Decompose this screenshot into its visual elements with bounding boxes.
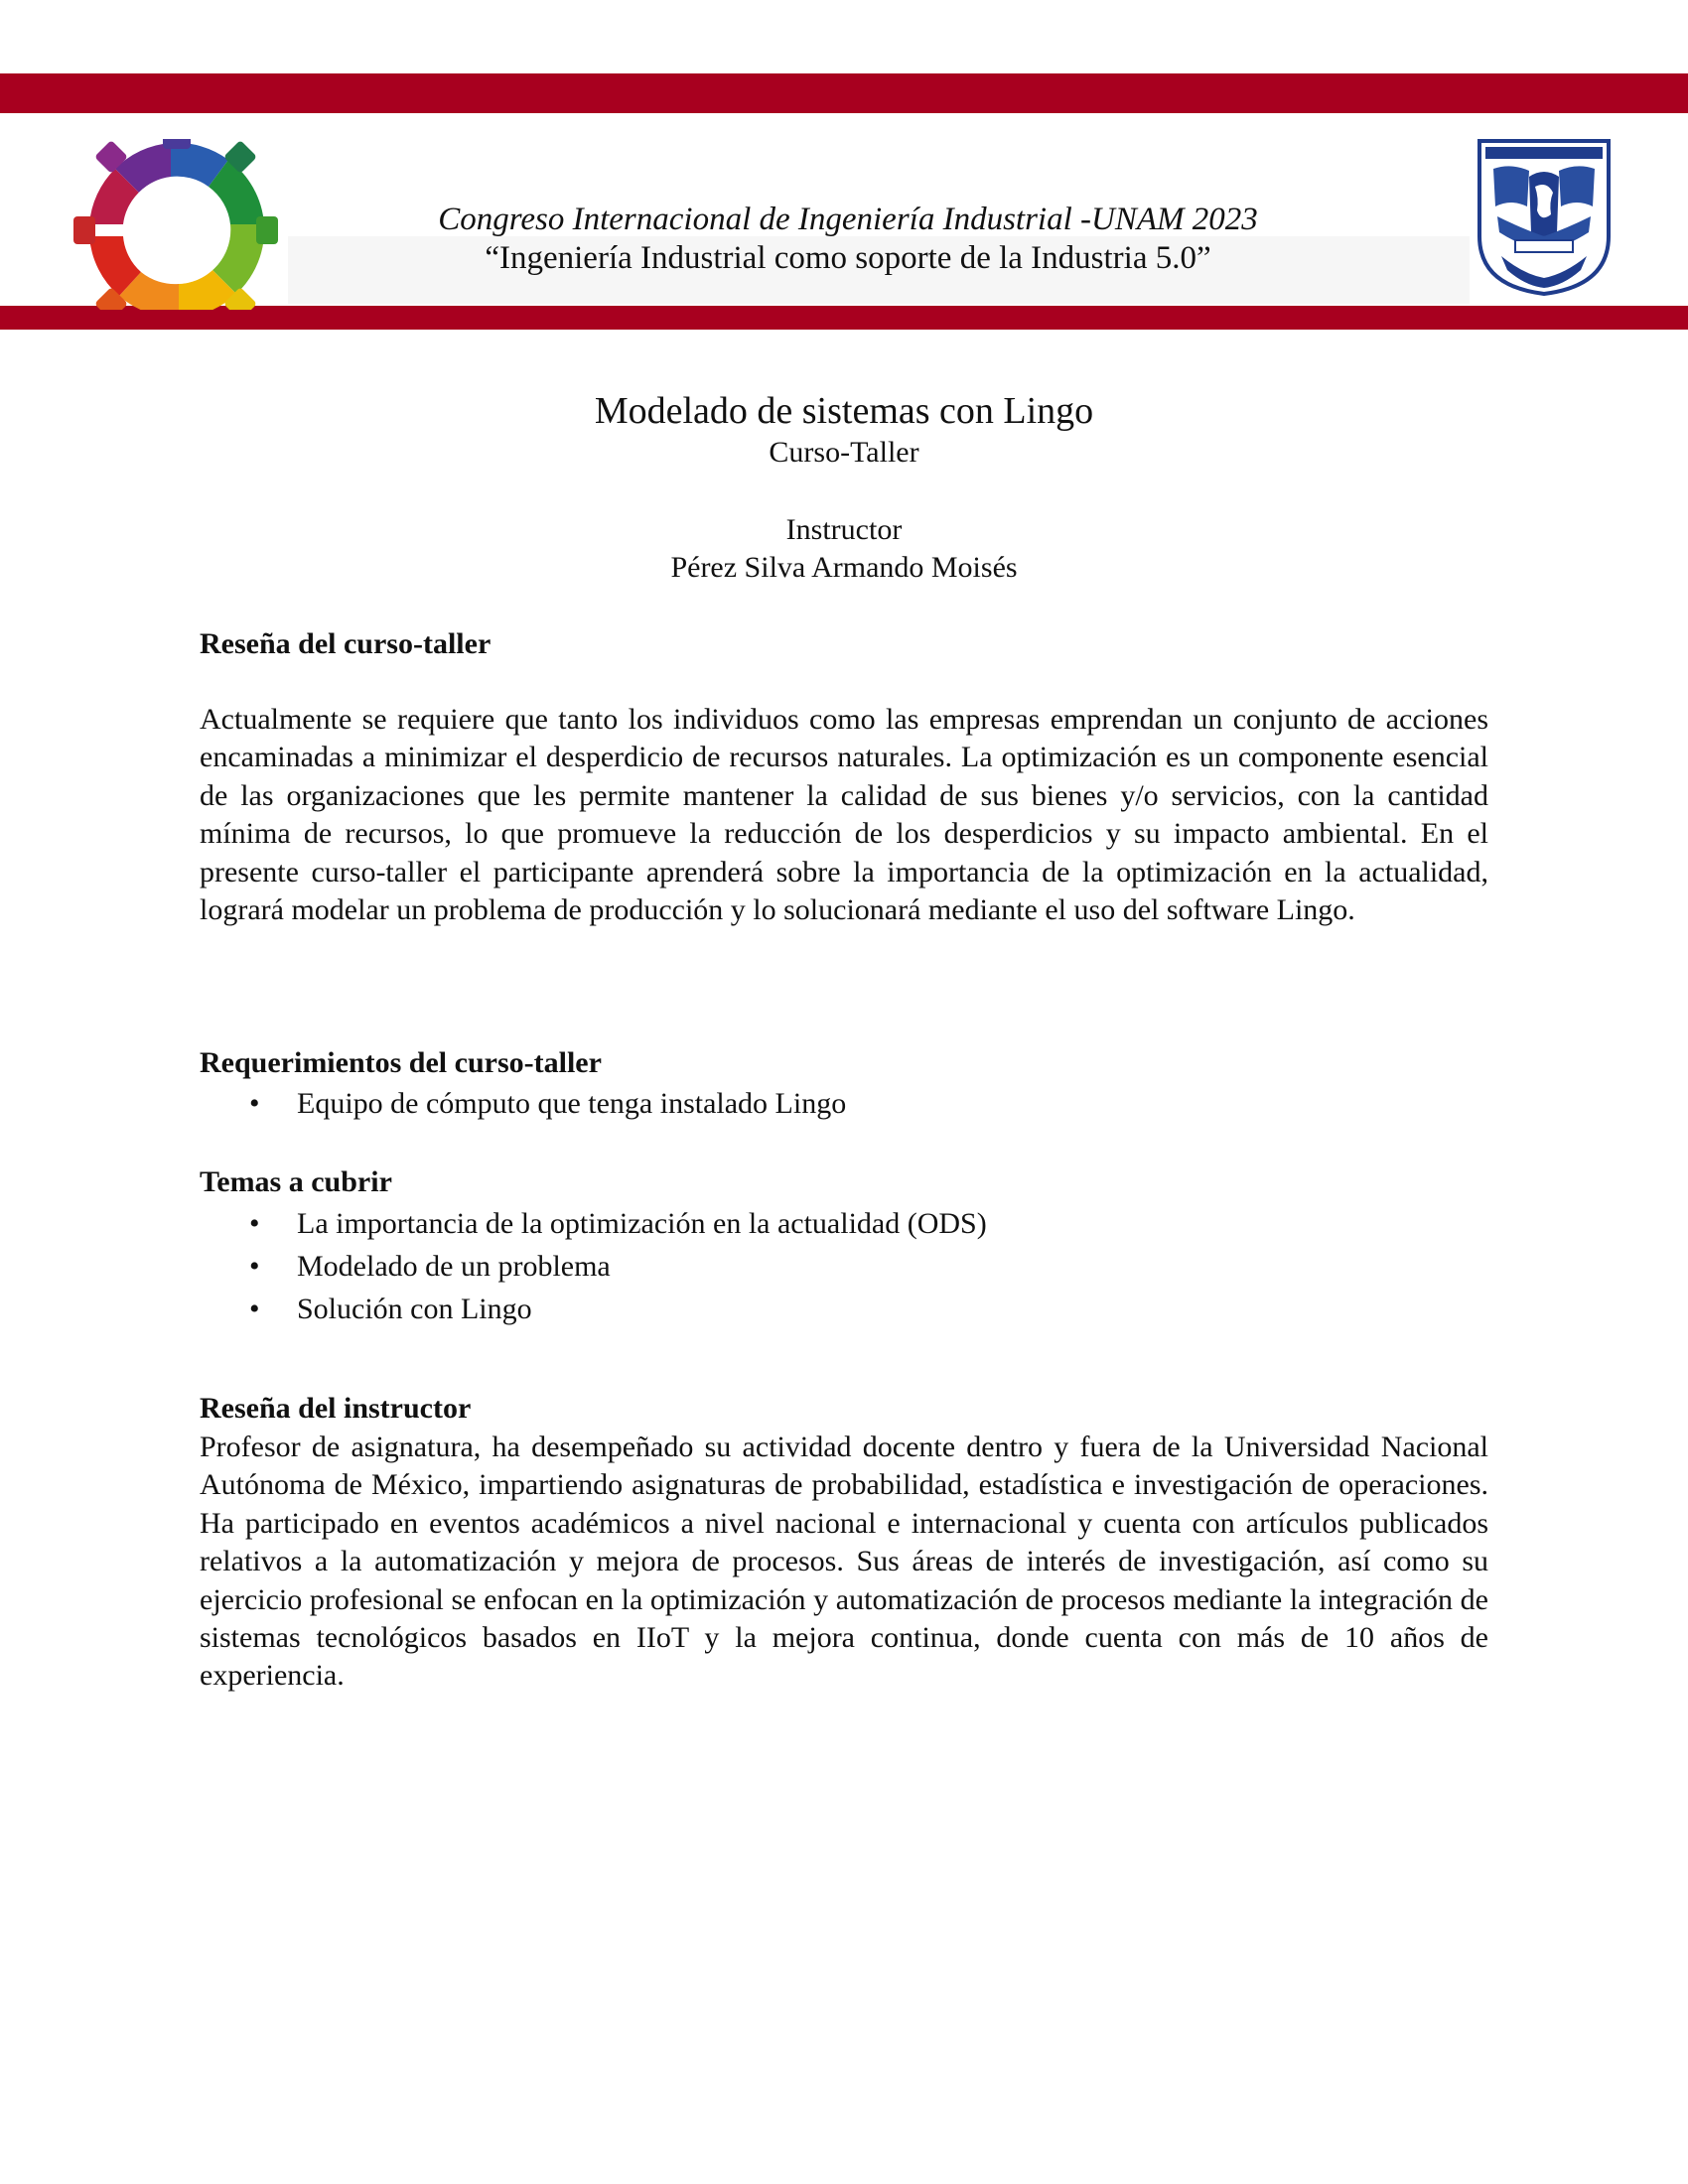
instructor-name: Pérez Silva Armando Moisés — [670, 551, 1018, 584]
bullet-icon: • — [249, 1207, 260, 1240]
congress-title: Congreso Internacional de Ingeniería Industrial -UNAM 2023 — [438, 202, 1258, 237]
topics-heading: Temas a cubrir — [200, 1165, 392, 1198]
list-item — [200, 1202, 1488, 1245]
list-item — [200, 1082, 1488, 1125]
list-item — [200, 1245, 1488, 1288]
list-item-text: Equipo de cómputo que tenga instalado Lingo — [297, 1087, 847, 1120]
requirements-heading: Requerimientos del curso-taller — [200, 1046, 602, 1079]
course-review-heading: Reseña del curso-taller — [200, 627, 492, 660]
list-item-text: La importancia de la optimización en la actualidad (ODS) — [297, 1207, 987, 1240]
requirements-list — [200, 1082, 1488, 1125]
congress-motto: “Ingeniería Industrial como soporte de la Industria 5.0” — [485, 240, 1211, 276]
list-item-text: Modelado de un problema — [297, 1250, 611, 1283]
course-subtitle: Curso-Taller — [769, 436, 919, 469]
course-review-paragraph: Actualmente se requiere que tanto los individuos como las empresas emprendan un conjunto de acciones encaminadas a minimizar el desperdicio de recursos naturales. La optimización es un componente esencial de las organizaciones que les permite mantener la calidad de sus bienes y/o servicios, con la cantidad mínima de recursos, lo que promueve la reducción de los desperdicios y su impacto ambiental. En el presente curso-taller el participante aprenderá sobre la importancia de la optimización en la actualidad, logrará modelar un problema de producción y lo solucionará mediante el uso del software Lingo. — [200, 703, 1488, 927]
bullet-icon: • — [249, 1250, 260, 1283]
header-top-band — [0, 73, 1688, 113]
topics-list — [200, 1202, 1488, 1330]
bullet-icon: • — [249, 1087, 260, 1120]
list-item-text: Solución con Lingo — [297, 1293, 532, 1325]
list-item — [200, 1288, 1488, 1330]
requirements-list-container — [200, 1082, 1488, 1125]
instructor-label: Instructor — [785, 513, 903, 546]
bullet-icon: • — [249, 1293, 260, 1325]
instructor-review-heading: Reseña del instructor — [200, 1392, 472, 1425]
topics-list-container — [200, 1202, 1488, 1330]
course-title: Modelado de sistemas con Lingo — [594, 390, 1094, 432]
instructor-review-paragraph: Profesor de asignatura, ha desempeñado su actividad docente dentro y fuera de la Universidad Nacional Autónoma de México, impartiendo asignaturas de probabilidad, estadística e investigación de operaciones. Ha participado en eventos académicos a nivel nacional e internacional y cuenta con artículos publicados relativos a la automatización y mejora de procesos. Sus áreas de interés de investigación, así como su ejercicio profesional se enfocan en la optimización y automatización de procesos mediante la integración de sistemas tecnológicos basados en IIoT y la mejora continua, donde cuenta con más de 10 años de experiencia. — [200, 1431, 1488, 1693]
